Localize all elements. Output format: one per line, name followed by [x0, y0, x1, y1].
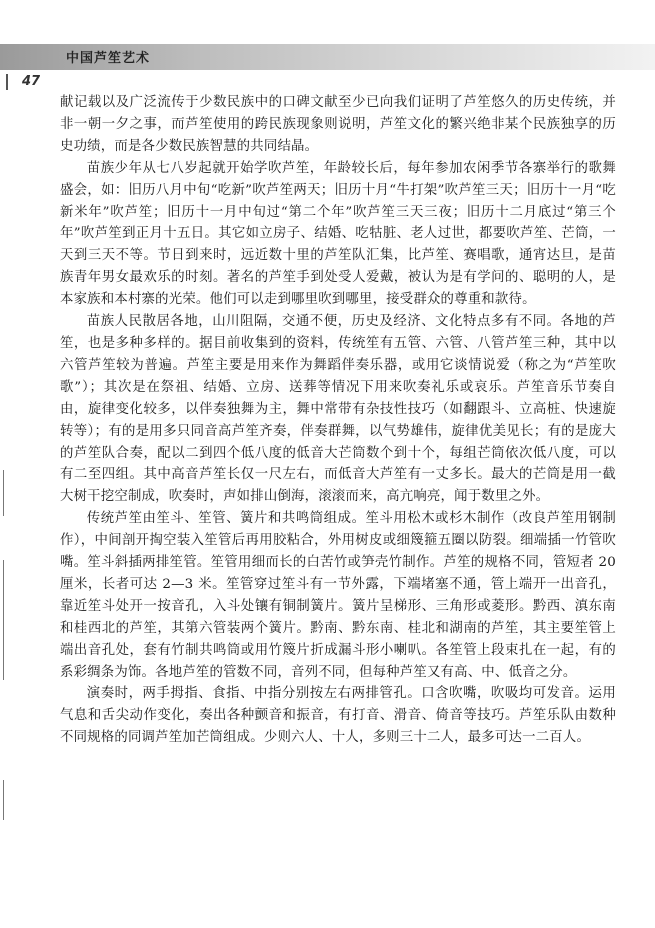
running-header-title: 中国芦笙艺术	[66, 51, 151, 66]
paragraph: 传统芦笙由笙斗、笙管、簧片和共鸣筒组成。笙斗用松木或杉木制作（改良芦笙用钢制作），中间剖开掏空装入笙管后再用胶粘合，外用树皮或细篾箍五圈以防裂。细端插一竹管吹嘴。笙斗斜插两排笙管。笙管用细而长的白苦竹或笋壳竹制作。芦笙的规格不同，管短者 20 厘米，长者可达 2—3 米。笙管穿过笙斗有一节外露，下端堵塞不通，管上端开一出音孔，靠近笙斗处开一按音孔，入斗处镶有铜制簧片。簧片呈梯形、三角形或菱形。黔西、滇东南和桂西北的芦笙，其第六管装两个簧片。黔南、黔东南、桂北和湖南的芦笙，其主要笙管上端出音孔处，套有竹制共鸣筒或用竹篾片折成漏斗形小喇叭。各笙管上段束扎在一起，有的系彩绸条为饰。各地芦笙的管数不同，音列不同，但每种芦笙又有高、中、低音之分。	[60, 511, 616, 680]
paragraph: 苗族少年从七八岁起就开始学吹芦笙，年龄较长后，每年参加农闲季节各寨举行的歌舞盛会，如：旧历八月中旬“吃新”吹芦笙两天；旧历十月“牛打架”吹芦笙三天；旧历十一月“吃新米年”吹芦笙；旧历十一月中旬过“第二个年”吹芦笙三天三夜；旧历十二月底过“第三个年”吹芦笙到正月十五日。其它如立房子、结婚、吃牯脏、老人过世，都要吹芦笙、芒筒，一天到三天不等。节日到来时，远近数十里的芦笙队汇集，比芦笙、赛唱歌，通宵达旦，是苗族青年男女最欢乐的时刻。著名的芦笙手到处受人爱戴，被认为是有学问的、聪明的人，是本家族和本村寨的光荣。他们可以走到哪里吹到哪里，接受群众的尊重和款待。	[60, 160, 616, 308]
paragraph: 苗族人民散居各地，山川阻隔，交通不便，历史及经济、文化特点多有不同。各地的芦笙，也是多种多样的。据目前收集到的资料，传统笙有五管、六管、八管芦笙三种，其中以六管芦笙较为普遍。芦笙主要是用来作为舞蹈伴奏乐器，或用它谈情说爱（称之为“芦笙吹歌”）；其次是在祭祖、结婚、立房、送葬等情况下用来吹奏礼乐或哀乐。芦笙音乐节奏自由，旋律变化较多，以伴奏独舞为主，舞中常带有杂技性技巧（如翻跟斗、立高桩、快速旋转等）；有的是用多只同音高芦笙齐奏，伴奏群舞，以气势雄伟，旋律优美见长；有的是庞大的芦笙队合奏，配以二到四个低八度的低音大芒筒数个到十个，每组芒筒依次低八度，可以有二至四组。其中高音芦笙长仅一尺左右，而低音大芦笙有一丈多长。最大的芒筒是用一截大树干挖空制成，吹奏时，声如排山倒海，滚滚而来，高亢响亮，闻于数里之外。	[60, 314, 616, 505]
scan-edge-mark	[3, 780, 4, 820]
body-text	[60, 92, 616, 749]
paragraph: 演奏时，两手拇指、食指、中指分别按左右两排管孔。口含吹嘴，吹吸均可发音。运用气息和舌尖动作变化，奏出各种颤音和振音，有打音、滑音、倚音等技巧。芦笙乐队由数种不同规格的同调芦笙加芒筒组成。少则六人、十人，多则三十二人，最多可达一二百人。	[60, 686, 616, 746]
paragraph: 献记载以及广泛流传于少数民族中的口碑文献至少已向我们证明了芦笙悠久的历史传统，并非一朝一夕之事，而芦笙使用的跨民族现象则说明，芦笙文化的繁兴绝非某个民族独享的历史功绩，而是各少数民族智慧的共同结晶。	[60, 95, 616, 154]
margin-rule	[6, 74, 8, 90]
scan-edge-mark	[3, 560, 4, 680]
page-number: 47	[22, 74, 41, 89]
scan-edge-mark	[3, 470, 4, 516]
